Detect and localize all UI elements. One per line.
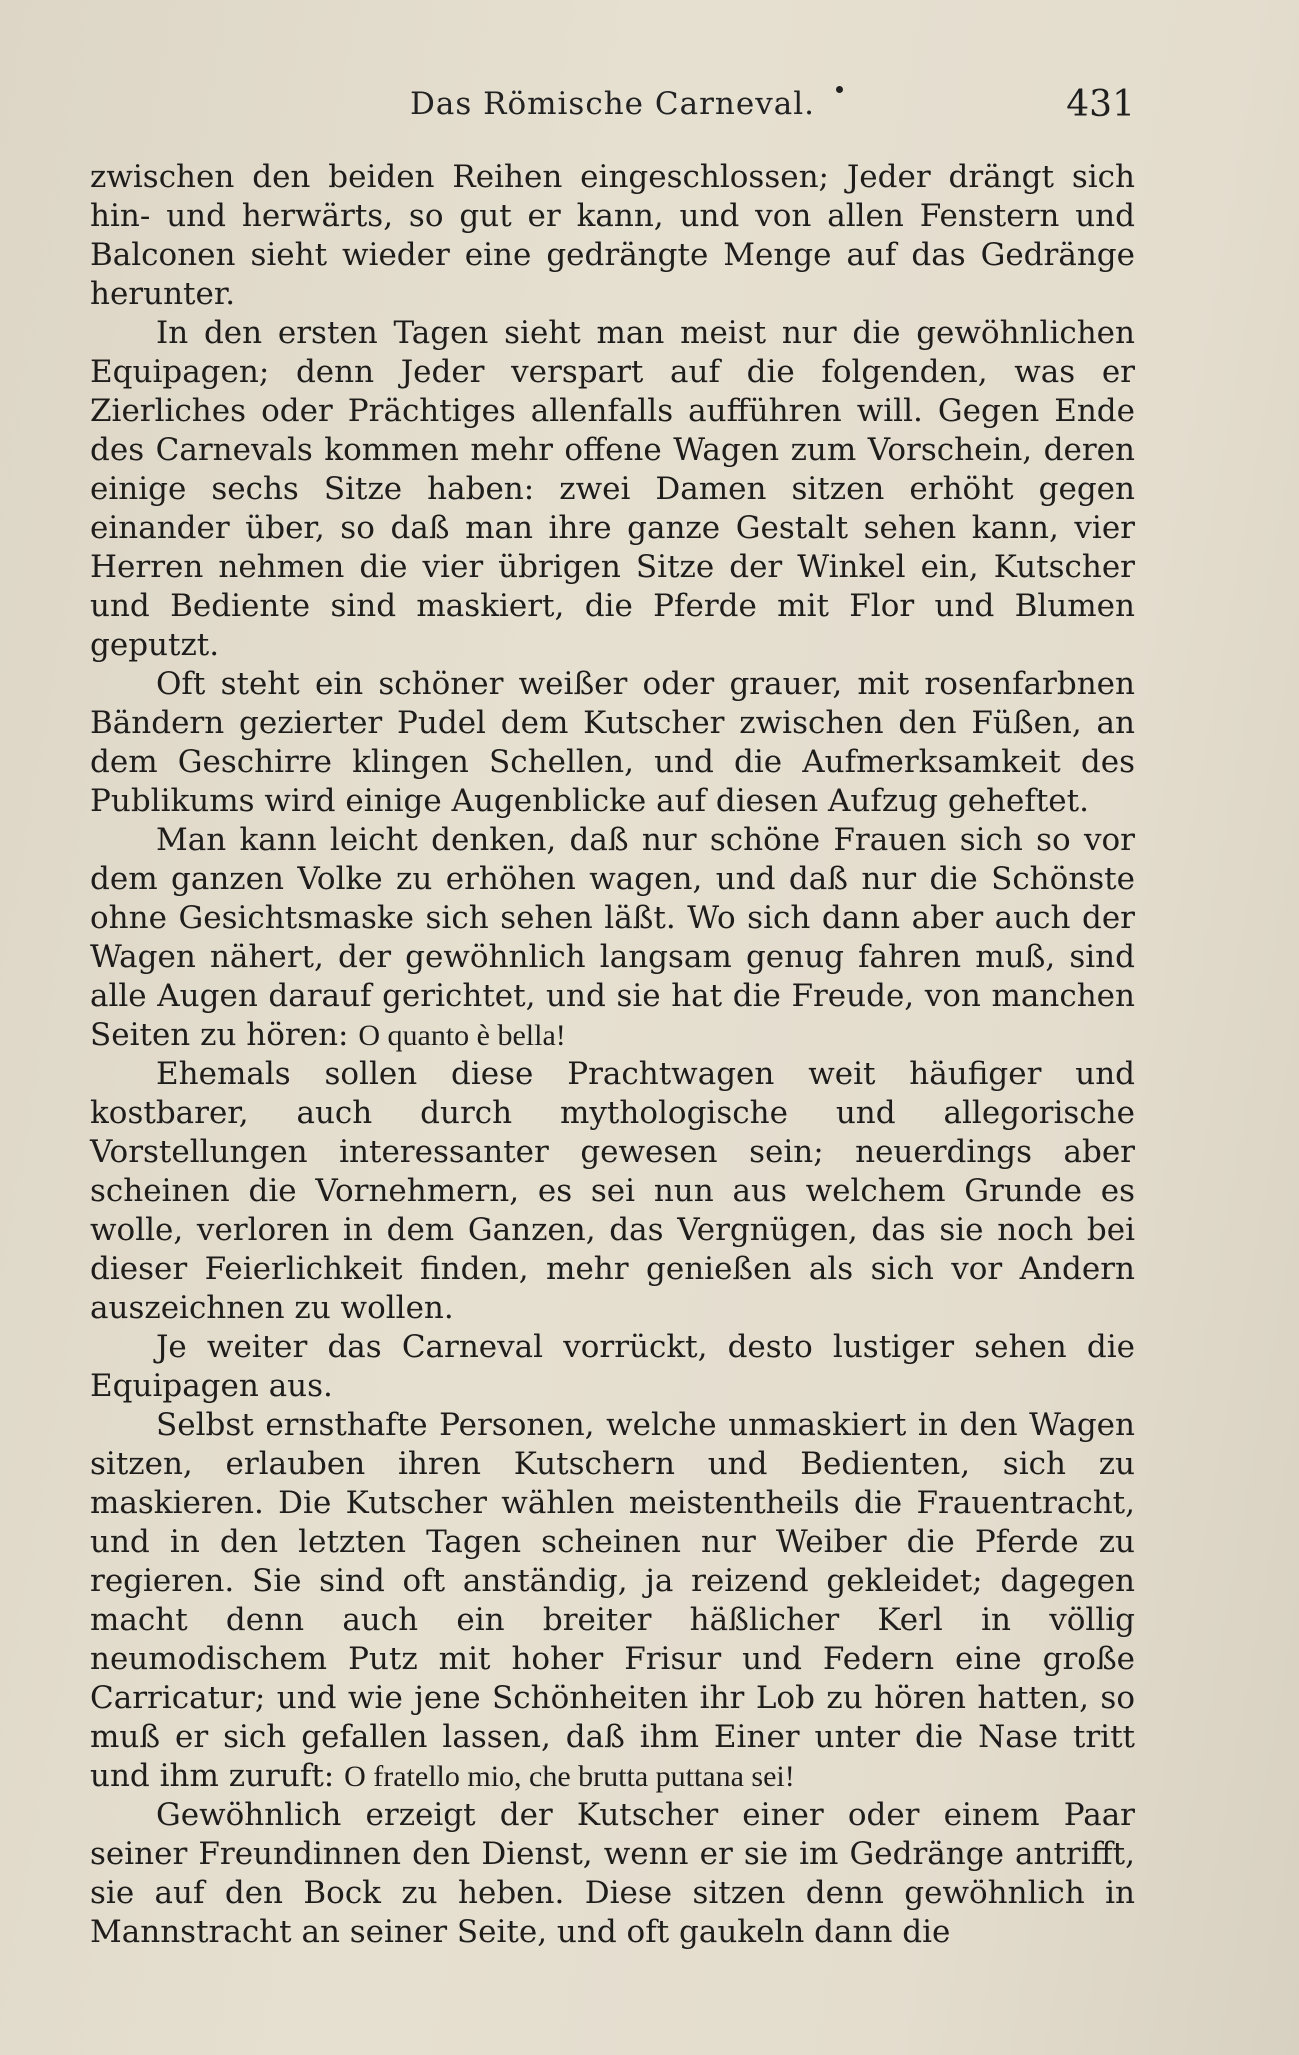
paragraph-text: In den ersten Tagen sieht man meist nur die gewöhnlichen Equipagen; denn Jeder verspart auf die folgenden, was er Zierliches oder Prächtiges allenfalls aufführen will. Gegen Ende des Carnevals kommen mehr offene Wagen zum Vorschein, deren einige sechs Sitze haben: zwei Damen sitzen erhöht gegen einander über, so daß man ihre ganze Gestalt sehen kann, vier Herren nehmen die vier übrigen Sitze der Winkel ein, Kutscher und Bediente sind maskiert, die Pferde mit Flor und Blumen geputzt. bbox=[90, 315, 1135, 663]
running-header bbox=[90, 86, 1135, 136]
italian-quote: O quanto è bella! bbox=[358, 1019, 566, 1052]
paragraph-text: zwischen den beiden Reihen eingeschlossen; Jeder drängt sich hin- und herwärts, so gut er kann, und von allen Fenstern und Balconen sieht wieder eine gedrängte Menge auf das Gedränge herunter. bbox=[90, 159, 1135, 312]
paragraph-text: Gewöhnlich erzeigt der Kutscher einer oder einem Paar seiner Freundinnen den Dienst, wenn er sie im Gedränge antrifft, sie auf den Bock zu heben. Diese sitzen denn gewöhnlich in Mannstracht an seiner Seite, und oft gaukeln dann die bbox=[90, 1797, 1135, 1950]
paragraph-text: Oft steht ein schöner weißer oder grauer, mit rosenfarbnen Bändern gezierter Pudel dem Kutscher zwischen den Füßen, an dem Geschirre klingen Schellen, und die Aufmerksamkeit des Publikums wird einige Augenblicke auf diesen Aufzug geheftet. bbox=[90, 666, 1135, 819]
paragraph-4 bbox=[90, 821, 1135, 1055]
body-text bbox=[90, 158, 1135, 1952]
paragraph-2 bbox=[90, 314, 1135, 665]
paragraph-8 bbox=[90, 1796, 1135, 1952]
running-title: Das Römische Carneval. bbox=[410, 86, 815, 122]
italian-quote: O fratello mio, che brutta puttana sei! bbox=[344, 1760, 795, 1793]
paragraph-1 bbox=[90, 158, 1135, 314]
page-number: 431 bbox=[1066, 84, 1135, 125]
paragraph-7 bbox=[90, 1406, 1135, 1796]
paragraph-text: Je weiter das Carneval vorrückt, desto lustiger sehen die Equipagen aus. bbox=[90, 1329, 1135, 1404]
paragraph-text: Ehemals sollen diese Prachtwagen weit häufiger und kostbarer, auch durch mythologische und allegorische Vorstellungen interessanter gewesen sein; neuerdings aber scheinen die Vornehmern, es sei nun aus welchem Grunde es wolle, verloren in dem Ganzen, das Vergnügen, das sie noch bei dieser Feierlichkeit finden, mehr genießen als sich vor Andern auszeichnen zu wollen. bbox=[90, 1056, 1135, 1326]
paragraph-text: Selbst ernsthafte Personen, welche unmaskiert in den Wagen sitzen, erlauben ihren Kutschern und Bedienten, sich zu maskieren. Die Kutscher wählen meistentheils die Frauentracht, und in den letzten Tagen scheinen nur Weiber die Pferde zu regieren. Sie sind oft anständig, ja reizend gekleidet; dagegen macht denn auch ein breiter häßlicher Kerl in völlig neumodischem Putz mit hoher Frisur und Federn eine große Carricatur; und wie jene Schönheiten ihr Lob zu hören hatten, so muß er sich gefallen lassen, daß ihm Einer unter die Nase tritt und ihm zuruft: bbox=[90, 1407, 1135, 1794]
paragraph-3 bbox=[90, 665, 1135, 821]
paragraph-6 bbox=[90, 1328, 1135, 1406]
paragraph-5 bbox=[90, 1055, 1135, 1328]
paragraph-text: Man kann leicht denken, daß nur schöne Frauen sich so vor dem ganzen Volke zu erhöhen wagen, und daß nur die Schönste ohne Gesichtsmaske sich sehen läßt. Wo sich dann aber auch der Wagen nähert, der gewöhnlich langsam genug fahren muß, sind alle Augen darauf gerichtet, und sie hat die Freude, von manchen Seiten zu hören: bbox=[90, 822, 1135, 1053]
ink-speck bbox=[836, 86, 843, 93]
